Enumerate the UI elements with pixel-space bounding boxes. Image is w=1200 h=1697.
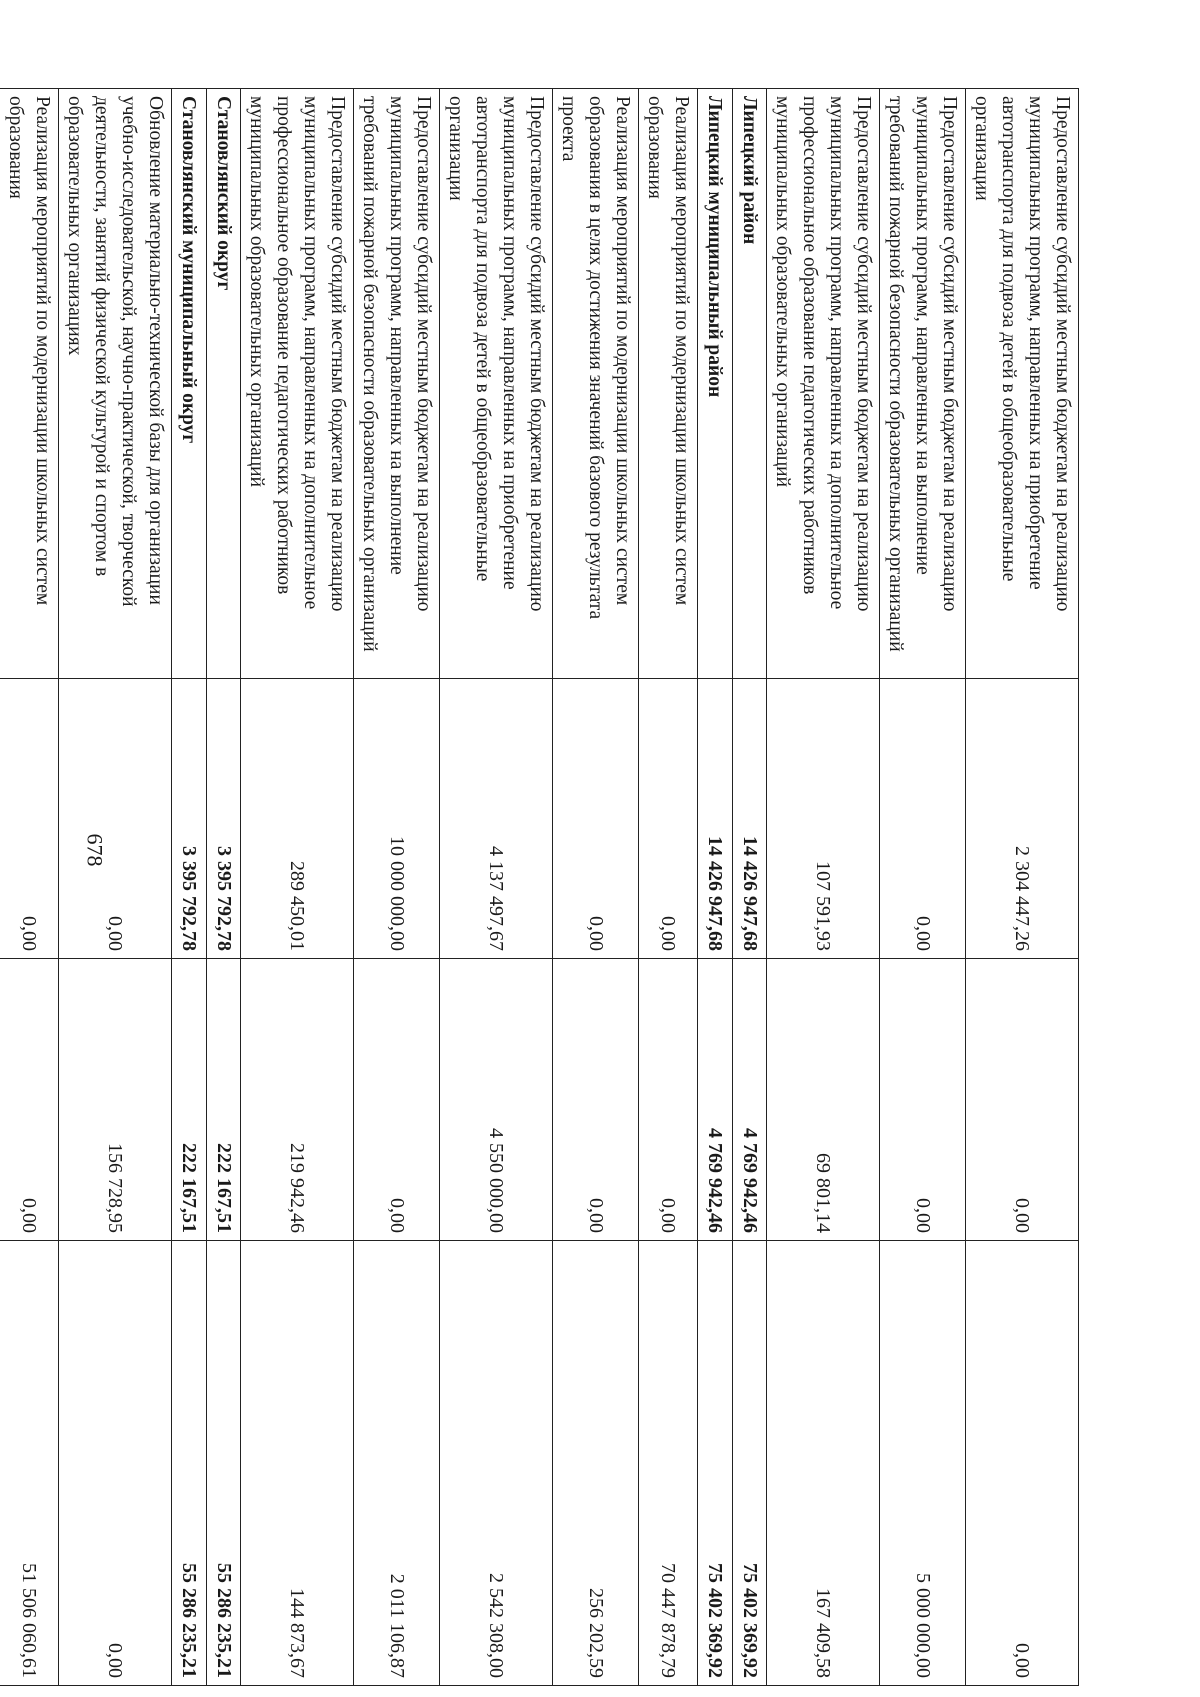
value-column-3: 0,00 — [966, 1241, 1079, 1686]
value-column-3: 144 873,67 — [241, 1241, 354, 1686]
value-column-1: 0,00 — [0, 679, 59, 959]
value-column-3: 75 402 369,92 — [733, 1241, 767, 1686]
row-description: Предоставление субсидий местным бюджетам на реализацию муниципальных программ, направленных на дополнительное профессиональное образование педагогических работников муниципальных образовательных организаций — [767, 89, 880, 679]
value-column-1: 2 304 447,26 — [966, 679, 1079, 959]
value-column-1: 10 000 000,00 — [354, 679, 440, 959]
table-row — [172, 89, 207, 1686]
value-column-2: 0,00 — [354, 959, 440, 1241]
row-description: Предоставление субсидий местным бюджетам на реализацию муниципальных программ, направленных на дополнительное профессиональное образование педагогических работников муниципальных образовательных организаций — [241, 89, 354, 679]
row-description: Предоставление субсидий местным бюджетам на реализацию муниципальных программ, направленных на выполнение требований пожарной безопасности образовательных организаций — [880, 89, 966, 679]
table-row — [553, 89, 639, 1686]
table-row — [639, 89, 698, 1686]
value-column-1: 3 395 792,78 — [207, 679, 241, 959]
value-column-1: 14 426 947,68 — [698, 679, 733, 959]
value-column-3: 55 286 235,21 — [172, 1241, 207, 1686]
page-number: 678 — [82, 833, 108, 867]
table-row — [733, 89, 767, 1686]
value-column-1: 0,00 — [59, 679, 172, 959]
value-column-2: 4 769 942,46 — [733, 959, 767, 1241]
row-description: Становлянский округ — [207, 89, 241, 679]
value-column-3: 2 011 106,87 — [354, 1241, 440, 1686]
value-column-1: 0,00 — [880, 679, 966, 959]
value-column-2: 0,00 — [966, 959, 1079, 1241]
table-row — [966, 89, 1079, 1686]
value-column-3: 55 286 235,21 — [207, 1241, 241, 1686]
table-row — [0, 89, 59, 1686]
value-column-1: 107 591,93 — [767, 679, 880, 959]
table-row — [354, 89, 440, 1686]
value-column-2: 0,00 — [880, 959, 966, 1241]
budget-table-body — [0, 89, 1079, 1686]
row-description: Реализация мероприятий по модернизации школьных систем образования — [0, 89, 59, 679]
value-column-1: 14 426 947,68 — [733, 679, 767, 959]
row-description: Предоставление субсидий местным бюджетам на реализацию муниципальных программ, направленных на приобретение автотранспорта для подвоза детей в общеобразовательные организации — [966, 89, 1079, 679]
row-description: Липецкий район — [733, 89, 767, 679]
value-column-2: 156 728,95 — [59, 959, 172, 1241]
row-description: Реализация мероприятий по модернизации школьных систем образования в целях достижения значений базового результата проекта — [553, 89, 639, 679]
value-column-2: 4 550 000,00 — [440, 959, 553, 1241]
value-column-3: 2 542 308,00 — [440, 1241, 553, 1686]
table-row — [207, 89, 241, 1686]
table-row — [767, 89, 880, 1686]
value-column-1: 0,00 — [553, 679, 639, 959]
value-column-1: 3 395 792,78 — [172, 679, 207, 959]
row-description: Реализация мероприятий по модернизации школьных систем образования — [639, 89, 698, 679]
value-column-3: 51 506 060,61 — [0, 1241, 59, 1686]
value-column-1: 0,00 — [639, 679, 698, 959]
value-column-2: 222 167,51 — [172, 959, 207, 1241]
value-column-2: 222 167,51 — [207, 959, 241, 1241]
value-column-1: 289 450,01 — [241, 679, 354, 959]
table-row — [880, 89, 966, 1686]
value-column-3: 0,00 — [59, 1241, 172, 1686]
table-row — [698, 89, 733, 1686]
table-row — [59, 89, 172, 1686]
budget-table — [0, 88, 1079, 1686]
value-column-2: 0,00 — [0, 959, 59, 1241]
value-column-2: 219 942,46 — [241, 959, 354, 1241]
value-column-1: 4 137 497,67 — [440, 679, 553, 959]
row-description: Предоставление субсидий местным бюджетам на реализацию муниципальных программ, направленных на приобретение автотранспорта для подвоза детей в общеобразовательные организации — [440, 89, 553, 679]
table-row — [440, 89, 553, 1686]
value-column-2: 69 801,14 — [767, 959, 880, 1241]
value-column-3: 75 402 369,92 — [698, 1241, 733, 1686]
row-description: Обновление материально-технической базы для организации учебно-исследовательской, научно-практической, творческой деятельности, занятий физической культурой и спортом в образовательных организациях — [59, 89, 172, 679]
row-description: Предоставление субсидий местным бюджетам на реализацию муниципальных программ, направленных на выполнение требований пожарной безопасности образовательных организаций — [354, 89, 440, 679]
value-column-3: 167 409,58 — [767, 1241, 880, 1686]
value-column-2: 0,00 — [639, 959, 698, 1241]
value-column-3: 70 447 878,79 — [639, 1241, 698, 1686]
table-row — [241, 89, 354, 1686]
value-column-3: 5 000 000,00 — [880, 1241, 966, 1686]
value-column-2: 4 769 942,46 — [698, 959, 733, 1241]
row-description: Липецкий муниципальный район — [698, 89, 733, 679]
value-column-2: 0,00 — [553, 959, 639, 1241]
value-column-3: 256 202,59 — [553, 1241, 639, 1686]
row-description: Становлянский муниципальный округ — [172, 89, 207, 679]
